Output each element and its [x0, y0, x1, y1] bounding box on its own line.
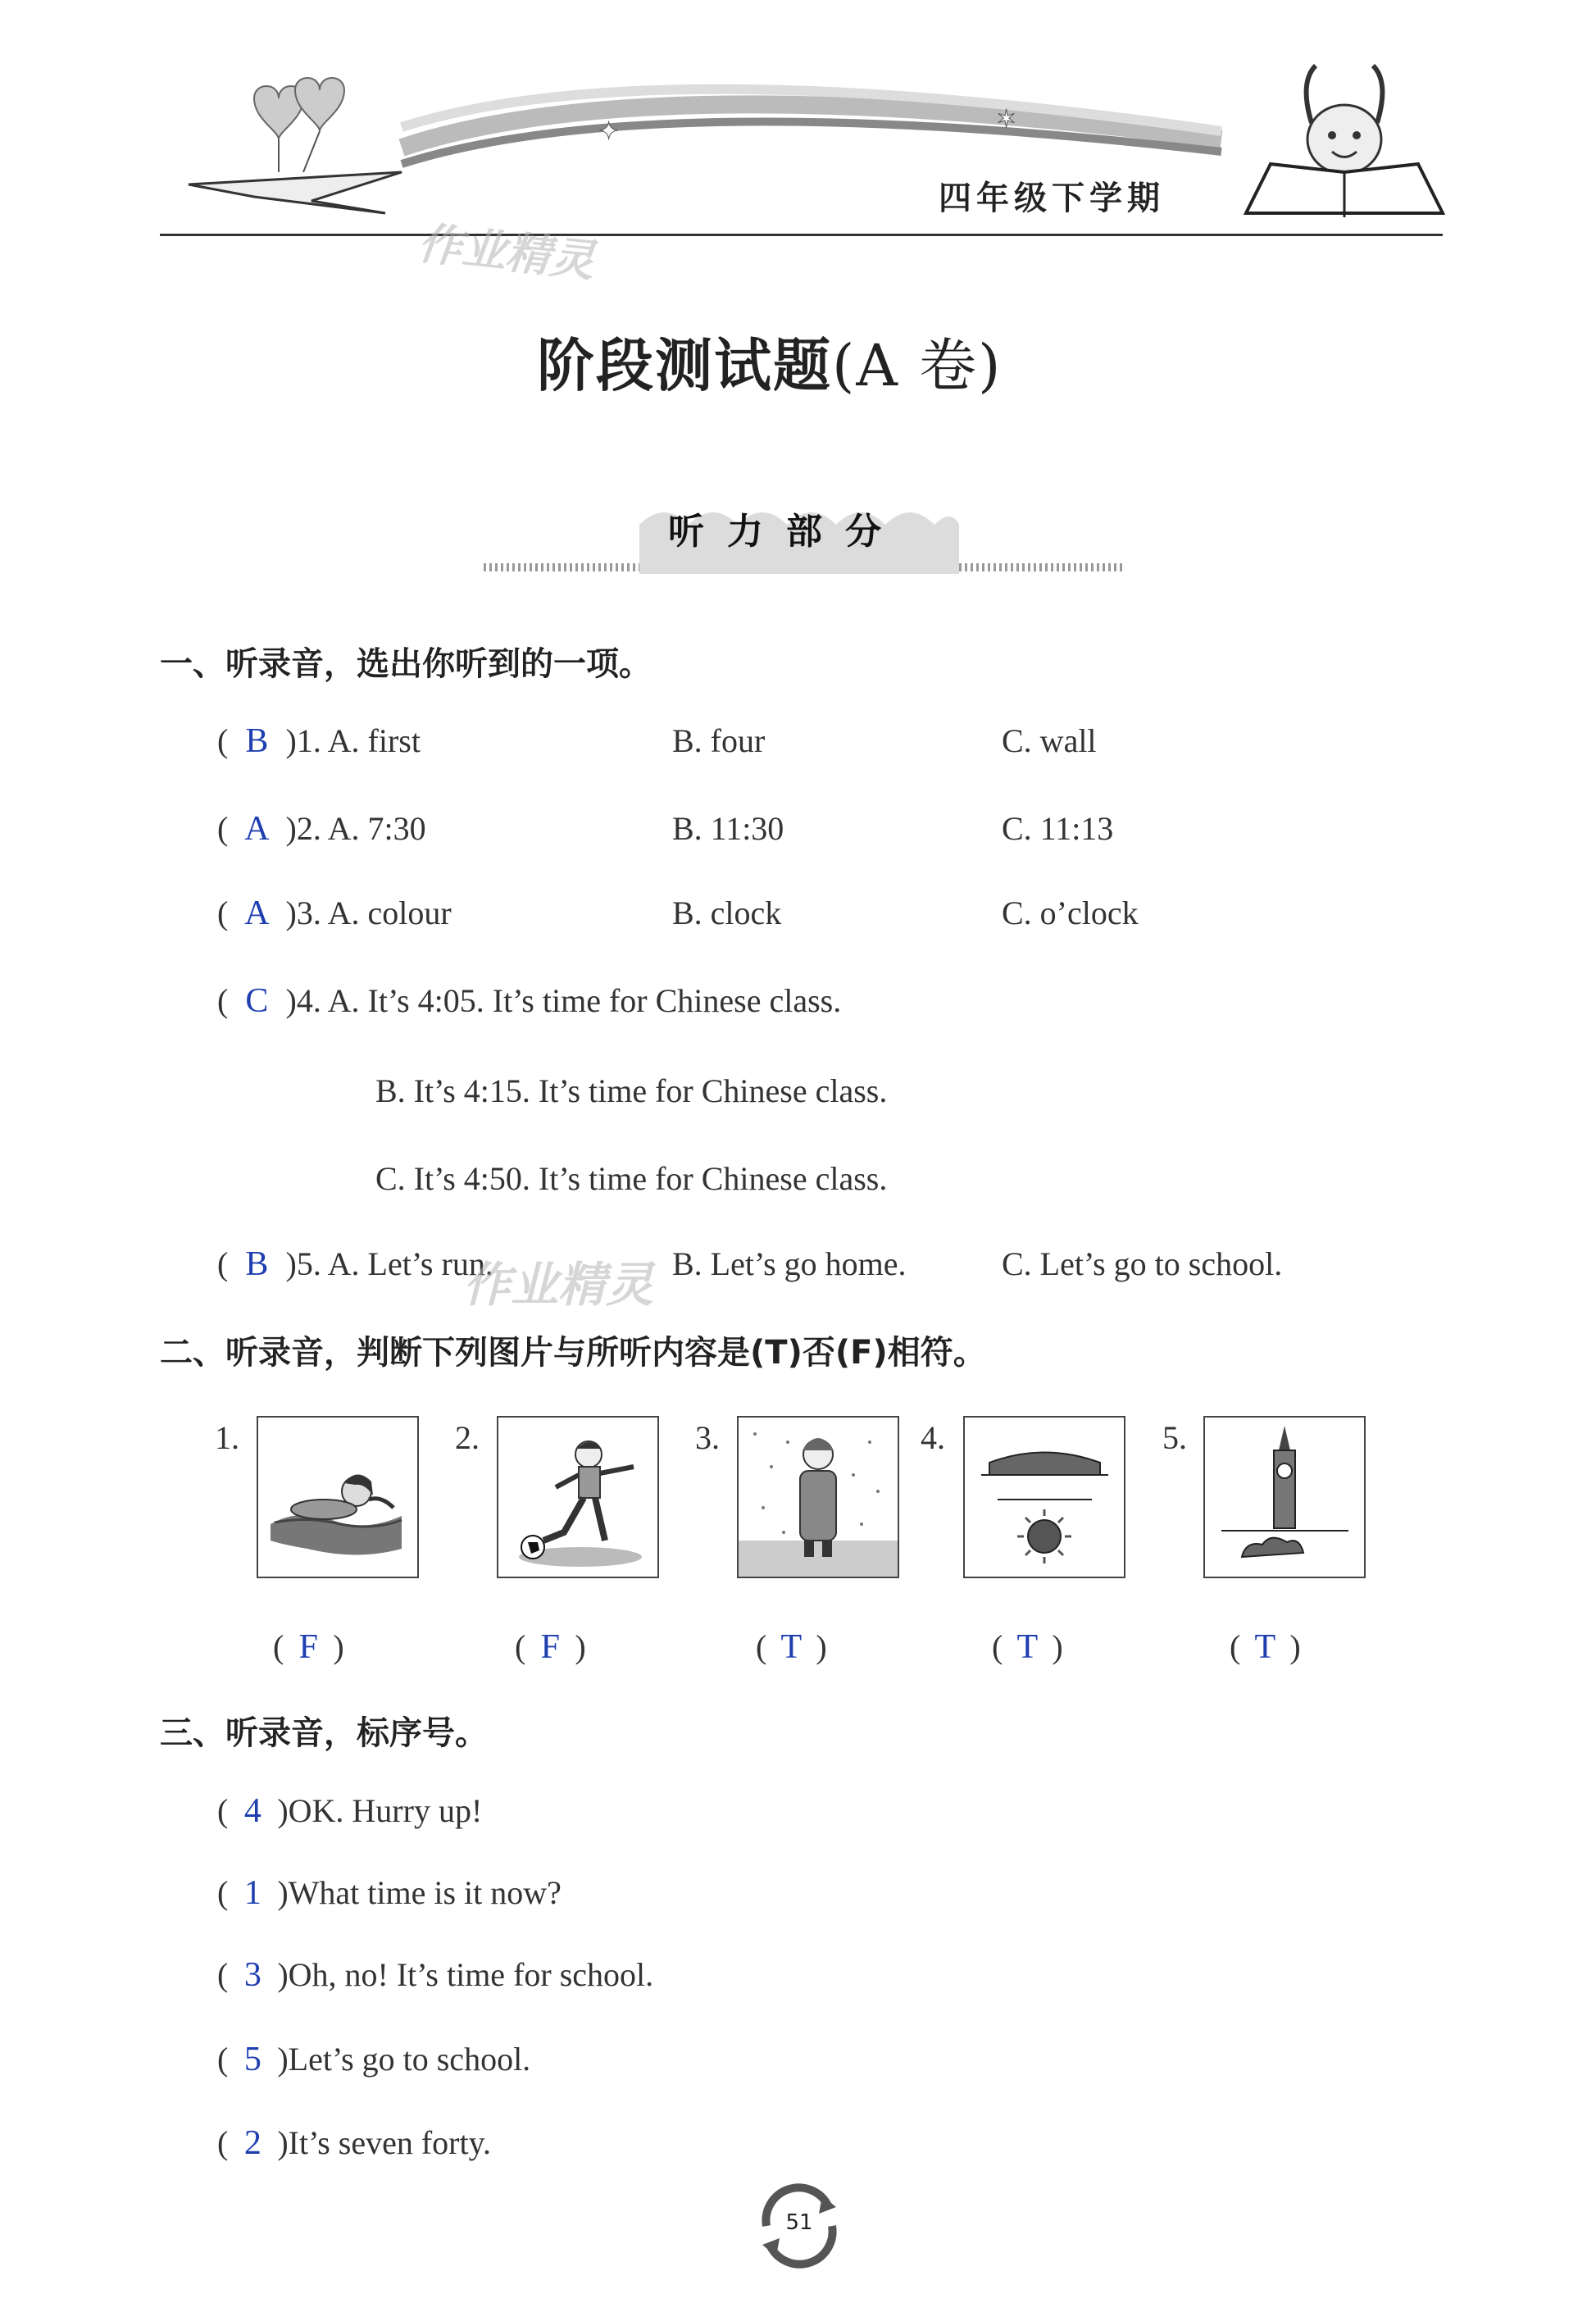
sentence: )Let’s go to school. — [277, 2041, 531, 2078]
part1-item-1: ( B )1. A. first — [217, 722, 421, 760]
swimming-girl-icon — [258, 1418, 417, 1577]
answer: A — [244, 810, 270, 848]
girl-reading-book-icon — [1246, 66, 1443, 217]
picture-answer-2: ( F ) — [515, 1628, 586, 1666]
part3-item-5: ( 2 )It’s seven forty. — [217, 2124, 491, 2162]
stadium-sun-icon — [965, 1418, 1124, 1577]
part1-item-1-option-c: C. wall — [1002, 722, 1097, 759]
paper-plane-icon — [189, 172, 402, 213]
paper-plane-rainbow-illustration — [156, 49, 1451, 238]
grade-label: 四年级下学期 — [939, 179, 1165, 217]
option-a: )1. A. first — [285, 722, 421, 759]
part1-item-5-option-c: C. Let’s go to school. — [1002, 1245, 1283, 1282]
answer: 4 — [243, 1792, 261, 1830]
sentence: )It’s seven forty. — [277, 2124, 491, 2161]
part1-item-2: ( A )2. A. 7:30 — [217, 810, 426, 848]
picture-number-3: 3. — [695, 1419, 720, 1456]
picture-answer-5: ( T ) — [1230, 1628, 1301, 1666]
part1-item-3-option-c: C. o’clock — [1002, 894, 1139, 931]
picture-big-ben — [1203, 1416, 1366, 1578]
part1-item-2-option-b: B. 11:30 — [672, 810, 784, 847]
part1-item-2-option-c: C. 11:13 — [1002, 810, 1114, 847]
answer: 1 — [243, 1874, 261, 1912]
part3-item-1: ( 4 )OK. Hurry up! — [217, 1792, 483, 1830]
picture-number-5: 5. — [1162, 1419, 1187, 1456]
picture-answer-1: ( F ) — [273, 1628, 344, 1666]
big-ben-clouds-icon — [1205, 1418, 1364, 1577]
title-paper: A 卷 — [856, 332, 979, 399]
part3-heading: 三、听录音，标序号。 — [160, 1714, 488, 1752]
svg-text:✶: ✶ — [996, 105, 1017, 134]
page-number: 51 — [785, 2210, 813, 2235]
sentence: )What time is it now? — [277, 1874, 562, 1911]
title-paren-close: ) — [978, 332, 1003, 399]
part1-item-3-option-b: B. clock — [672, 894, 782, 931]
watermark-2: 作业精灵 — [463, 1257, 654, 1313]
boy-playing-football-icon — [498, 1418, 657, 1577]
header-rule — [160, 234, 1443, 236]
section-label: 听力部分 — [668, 511, 904, 553]
part1-item-5-option-b: B. Let’s go home. — [672, 1245, 907, 1282]
svg-text:✦: ✦ — [598, 117, 620, 146]
part2-heading: 二、听录音，判断下列图片与所听内容是(T)否(F)相符。 — [160, 1334, 986, 1372]
option-a: )5. A. Let’s run. — [285, 1245, 493, 1282]
picture-swimming-girl — [257, 1416, 419, 1578]
header-banner — [156, 49, 1451, 238]
picture-girl-in-snow — [737, 1416, 899, 1578]
sentence: )OK. Hurry up! — [277, 1792, 483, 1829]
title-paren-open: ( — [832, 332, 857, 399]
title-main: 阶段测试题 — [537, 332, 832, 399]
picture-number-2: 2. — [455, 1419, 480, 1456]
hearts-icon — [254, 78, 344, 139]
part1-heading: 一、听录音，选出你听到的一项。 — [160, 645, 652, 683]
part1-item-1-option-b: B. four — [672, 722, 766, 759]
part1-item-4-option-c: C. It’s 4:50. It’s time for Chinese class. — [375, 1160, 888, 1197]
part3-item-2: ( 1 )What time is it now? — [217, 1874, 562, 1912]
girl-in-snow-icon — [739, 1418, 898, 1577]
picture-answer-4: ( T ) — [992, 1628, 1063, 1666]
option-a: )2. A. 7:30 — [285, 810, 426, 847]
part1-item-3: ( A )3. A. colour — [217, 894, 452, 932]
option-a: )3. A. colour — [285, 894, 452, 931]
part1-item-4: ( C )4. A. It’s 4:05. It’s time for Chinese class. — [217, 982, 842, 1020]
part1-item-4-option-b: B. It’s 4:15. It’s time for Chinese class. — [375, 1072, 888, 1109]
page-title — [537, 320, 1002, 403]
picture-stadium-sun — [963, 1416, 1125, 1578]
picture-number-4: 4. — [921, 1419, 945, 1456]
option-a: )4. A. It’s 4:05. It’s time for Chinese class. — [285, 982, 842, 1019]
answer: 3 — [243, 1956, 261, 1994]
part3-item-3: ( 3 )Oh, no! It’s time for school. — [217, 1956, 654, 1994]
answer: B — [245, 722, 269, 760]
answer: B — [245, 1245, 269, 1283]
answer: C — [245, 982, 269, 1020]
watermark: 作业精灵 — [415, 216, 598, 288]
answer: 2 — [243, 2124, 261, 2162]
picture-number-1: 1. — [215, 1419, 239, 1456]
picture-answer-3: ( T ) — [756, 1628, 827, 1666]
picture-boy-football — [497, 1416, 659, 1578]
answer: 5 — [243, 2041, 261, 2078]
part1-item-5: ( B )5. A. Let’s run. — [217, 1245, 493, 1283]
sentence: )Oh, no! It’s time for school. — [277, 1956, 654, 1993]
part3-item-4: ( 5 )Let’s go to school. — [217, 2041, 531, 2078]
answer: A — [244, 894, 270, 932]
